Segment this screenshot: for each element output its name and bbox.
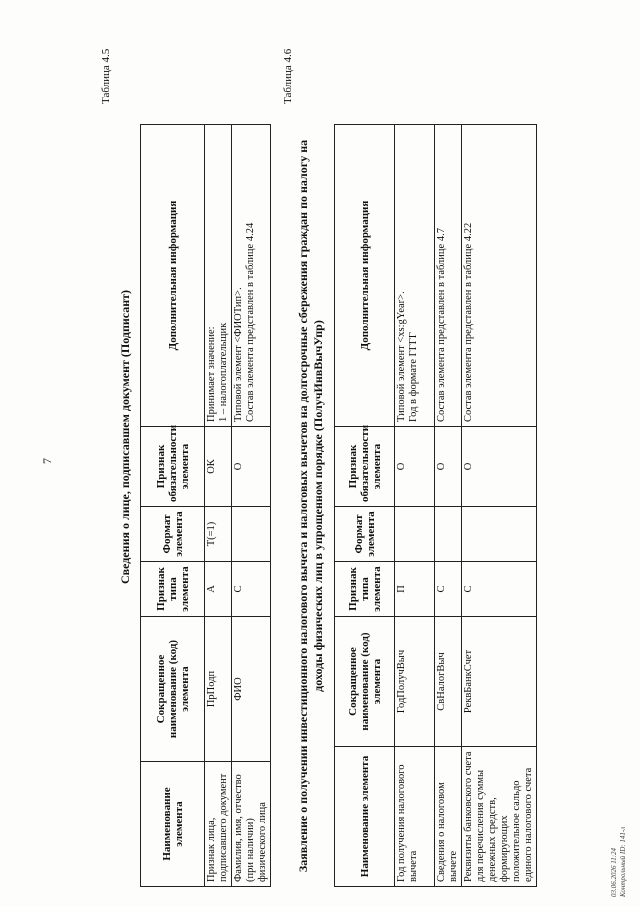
table-row: [232, 125, 271, 887]
table-cell: ГодПолучВыч: [395, 617, 435, 747]
table-title: Заявление о получении инвестиционного налогового вычета и налоговых вычетов на долгосрочные сбережения граждан по налогу на доходы физических лиц в упрощенном порядке (ПолучИнвВычУпр): [296, 139, 325, 873]
table-cell: С: [462, 562, 537, 617]
table-header: Формат элемента: [335, 507, 395, 562]
table-cell: Типовой элемент <ФИОТип>. Состав элемента представлен в таблице 4.24: [232, 125, 271, 427]
table-cell: ПрПодп: [205, 617, 232, 762]
table-cell: ФИО: [232, 617, 271, 762]
table-cell: Реквизиты банковского счета для перечисления суммы денежных средств, формирующих положительное сальдо единого налогового счета: [462, 747, 537, 887]
table-4-6: [334, 124, 537, 887]
table-cell: СвНалогВыч: [435, 617, 462, 747]
table-cell: [435, 507, 462, 562]
table-cell: О: [232, 427, 271, 507]
table-4-5: [140, 124, 271, 887]
table-row: [205, 125, 232, 887]
print-control-id: Контрольный ID: 141-л: [619, 826, 627, 897]
table-title: Сведения о лице, подписавшем документ (Подписант): [118, 289, 132, 585]
table-cell: РеквБанкСчет: [462, 617, 537, 747]
table-cell: А: [205, 562, 232, 617]
table-cell: [395, 507, 435, 562]
table-header: Дополнительная информация: [141, 125, 205, 427]
table-cell: [232, 507, 271, 562]
table-header: Сокращенное наименование (код) элемента: [141, 617, 205, 762]
table-cell: Типовой элемент <xs:gYear>. Год в формате ГГГГ: [395, 125, 435, 427]
table-header: Дополнительная информация: [335, 125, 395, 427]
table-cell: Принимает значение: 1 – налогоплательщик: [205, 125, 232, 427]
table-cell: ОК: [205, 427, 232, 507]
table-cell: Сведения о налоговом вычете: [435, 747, 462, 887]
table-header: Наименование элемента: [335, 747, 395, 887]
print-footer: [610, 827, 628, 897]
table-cell: С: [232, 562, 271, 617]
table-row: [435, 125, 462, 887]
table-header: Признак обязательности элемента: [335, 427, 395, 507]
table-row: [395, 125, 435, 887]
table-cell: Т(=1): [205, 507, 232, 562]
table-cell: Состав элемента представлен в таблице 4.22: [462, 125, 537, 427]
table-cell: С: [435, 562, 462, 617]
table-header: Признак обязательности элемента: [141, 427, 205, 507]
page-number: 7: [40, 458, 54, 464]
table-cell: О: [395, 427, 435, 507]
table-cell: Фамилия, имя, отчество (при наличии) физического лица: [232, 762, 271, 887]
table-header: Сокращенное наименование (код) элемента: [335, 617, 395, 747]
table-cell: О: [462, 427, 537, 507]
table-label: Таблица 4.5: [100, 48, 112, 104]
table-cell: Год получения налогового вычета: [395, 747, 435, 887]
table-label: Таблица 4.6: [282, 48, 294, 104]
print-timestamp: 03.06.2026 11:24: [610, 847, 618, 897]
table-header: Признак типа элемента: [335, 562, 395, 617]
table-header: Формат элемента: [141, 507, 205, 562]
table-header: Наименование элемента: [141, 762, 205, 887]
table-header: Признак типа элемента: [141, 562, 205, 617]
table-cell: О: [435, 427, 462, 507]
table-row: [462, 125, 537, 887]
table-cell: П: [395, 562, 435, 617]
table-cell: [462, 507, 537, 562]
table-cell: Признак лица, подписавшего документ: [205, 762, 232, 887]
table-cell: Состав элемента представлен в таблице 4.7: [435, 125, 462, 427]
